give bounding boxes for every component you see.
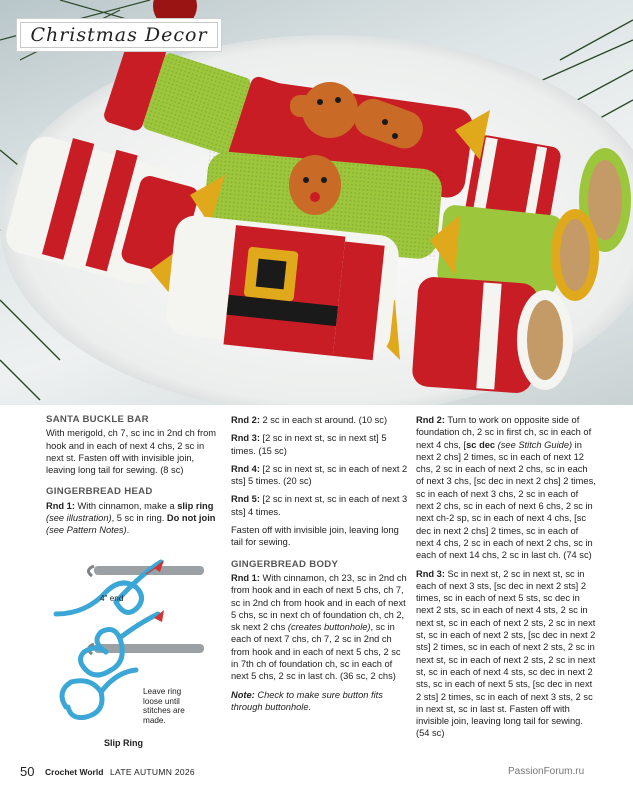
page-footer — [20, 766, 620, 780]
section-title: Christmas Decor — [20, 22, 218, 48]
issue-label: LATE AUTUMN 2026 — [110, 767, 195, 777]
body-note: Note: Check to make sure button fits through buttonhole. — [231, 689, 383, 712]
head-rnd5: Rnd 5: [2 sc in next st, sc in each of next 3 sts] 4 times. — [231, 494, 408, 517]
head-fasten: Fasten off with invisible join, leaving long tail for sewing. — [231, 525, 399, 548]
gingerbread-head-rnd1: Rnd 1: With cinnamon, make a slip ring (see illustration), 5 sc in ring. Do not join (see Pattern Notes). — [46, 500, 216, 536]
santa-buckle-text: With merigold, ch 7, sc inc in 2nd ch from hook and in each of next 4 chs, 2 sc in next st. Fasten off with invisible join, leaving long tail for sewing. (8 sc) — [46, 428, 216, 476]
head-rnd4: Rnd 4: [2 sc in next st, sc in each of next 2 sts] 5 times. (20 sc) — [231, 463, 408, 487]
watermark: PassionForum.ru — [508, 766, 585, 777]
page-number: 50 — [20, 764, 35, 779]
cracker-red-white-front — [411, 276, 573, 394]
magazine-name: Crochet World — [45, 767, 104, 777]
gingerbread-head-title: GINGERBREAD HEAD — [46, 486, 153, 498]
text-column-2 — [231, 414, 409, 719]
body-rnd3: Rnd 3: Sc in next st, 2 sc in next st, sc in each of next 3 sts, [sc dec in next 2 sts] 2 times, sc in each of next 5 sts, sc dec in next 2 sts, sc in each of next 4 sts, 2 sc in next st, sc in each of next 2 sts, 2 sc in next st, sc in each of next 2 sts, [sc dec in next 2 sts] 2 times, sc in each of next 2 sts, 2 sc in next st, sc in each of next 2 sts, 2 sc in next st, sc in each of next 4 sts, sc dec in next 2 sts, sc in each of next 5 sts, [sc dec in next 2 sts] 2 times, sc in each of next 3 sts, 2 sc in next st, sc in last st. Fasten off with invisible join, leaving long tail for sewing. (54 sc) — [416, 568, 596, 739]
illustration-label-leave: Leave ring loose until stitches are made. — [143, 687, 185, 725]
section-header-badge — [16, 18, 222, 52]
santa-buckle-title: SANTA BUCKLE BAR — [46, 414, 149, 425]
illustration-label-end: 4" end — [100, 594, 124, 603]
text-column-1 — [46, 414, 224, 543]
illustration-caption: Slip Ring — [104, 738, 143, 748]
body-rnd2: Rnd 2: Turn to work on opposite side of foundation ch, 2 sc in first ch, sc in each of next 4 chs, [sc dec (see Stitch Guide) in next 2 chs] 2 times, sc in each of next 12 chs, 2 sc in each of next 2 chs, sc in each of next 3 chs, [sc dec in next 2 chs] 2 times, sc in each of next 3 chs, 2 sc in each of next 2 chs, sc in each of next 6 chs, 2 sc in next ch-2 sp, sc in each of next 4 chs, [sc dec in next 2 chs] 2 times, sc in each of next 4 chs, 2 sc in each of next 2 chs, sc in each of next 14 chs, 2 sc in last ch. (74 sc) — [416, 415, 596, 561]
body-rnd1: Rnd 1: With cinnamon, ch 23, sc in 2nd ch from hook and in each of next 5 chs, ch 7, sc in 2nd ch from hook and in each of next 5 chs, sc in next ch of foundation ch, ch 2, sk next 2 chs (creates buttonhole), sc in each of next 7 chs, ch 7, 2 sc in 2nd ch from hook and in each of next 5 chs, 2 sc in 7th ch of foundation ch, sc in each of next 5 chs, 2 sc in last ch. (36 sc, 2 chs) — [231, 572, 407, 682]
reindeer-face — [289, 155, 341, 215]
text-column-3 — [416, 414, 596, 746]
gingerbread-body-title: GINGERBREAD BODY — [231, 558, 339, 570]
head-rnd3: Rnd 3: [2 sc in next st, sc in next st] 5 times. (15 sc) — [231, 433, 387, 456]
head-rnd2: Rnd 2: 2 sc in each st around. (10 sc) — [231, 415, 388, 425]
